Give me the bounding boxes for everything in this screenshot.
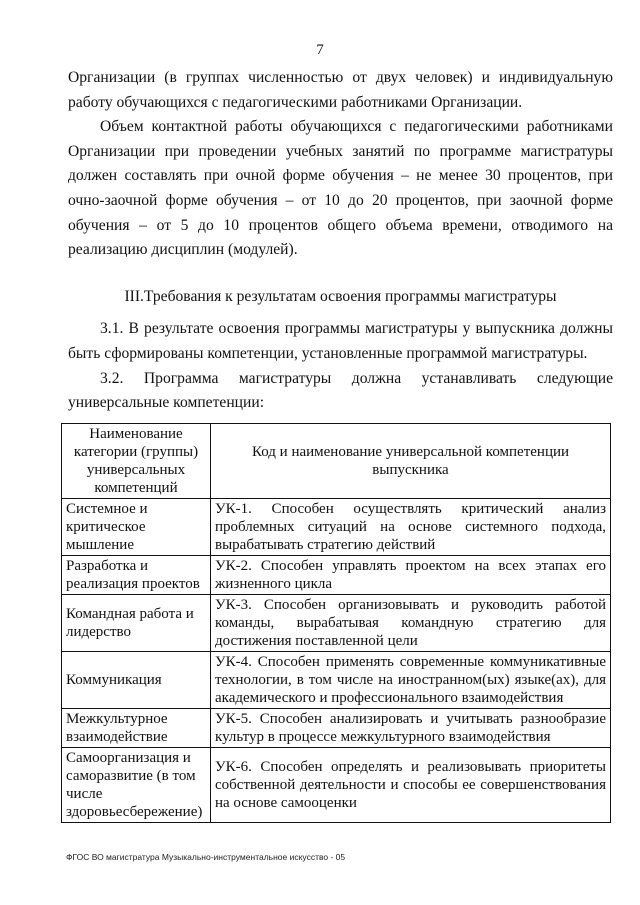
column-header-category: Наименование категории (группы) универсальных компетенций [62, 424, 211, 499]
category-cell: Командная работа и лидерство [62, 595, 211, 652]
clause: 3.1. В результате освоения программы магистратуры у выпускника должны быть сформированы компетенции, установленные программой магистратуры. [68, 320, 613, 362]
table-row [62, 652, 611, 709]
category-cell: Системное и критическое мышление [62, 499, 211, 556]
category-cell: Межкультурное взаимодействие [62, 709, 211, 748]
competence-cell: УК-3. Способен организовывать и руководить работой команды, вырабатывая командную стратегию для достижения поставленной цели [211, 595, 611, 652]
table-row [62, 595, 611, 652]
table-row [62, 499, 611, 556]
section-heading: III.Требования к результатам освоения программы магистратуры [124, 287, 557, 305]
footer-note: ФГОС ВО магистратура Музыкально-инструментальное искусство - 05 [66, 852, 346, 862]
clause: 3.2. Программа магистратуры должна устанавливать следующие универсальные компетенции: [68, 369, 613, 412]
paragraph: Организации (в группах численностью от двух человек) и индивидуальную работу обучающихся с педагогическими работниками Организации. [68, 69, 613, 111]
paragraph: Объем контактной работы обучающихся с педагогическими работниками Организации при проведении учебных занятий по программе магистратуры должен составлять при очной форме обучения – не менее 30 процентов, при очно-заочной форме обучения – от 10 до 20 процентов, при заочной форме обучения – от 5 до 10 процентов общего объема времени, отводимого на реализацию дисциплин (модулей). [68, 118, 613, 259]
table-row [62, 709, 611, 748]
competence-cell: УК-6. Способен определять и реализовывать приоритеты собственной деятельности и способы ее совершенствования на основе самооценки [211, 748, 611, 823]
category-cell: Самоорганизация и саморазвитие (в том числе здоровьесбережение) [62, 748, 211, 823]
column-header-competence: Код и наименование универсальной компетенции выпускника [211, 424, 611, 499]
table-row [62, 748, 611, 823]
page-number: 7 [316, 42, 324, 58]
table-row [62, 556, 611, 595]
body-text [68, 66, 613, 416]
competence-table [61, 423, 611, 823]
category-cell: Коммуникация [62, 652, 211, 709]
competence-cell: УК-2. Способен управлять проектом на всех этапах его жизненного цикла [211, 556, 611, 595]
competence-cell: УК-1. Способен осуществлять критический анализ проблемных ситуаций на основе системного подхода, вырабатывать стратегию действий [211, 499, 611, 556]
table-header-row [62, 424, 611, 499]
competence-cell: УК-4. Способен применять современные коммуникативные технологии, в том числе на иностранном(ых) языке(ах), для академического и профессионального взаимодействия [211, 652, 611, 709]
competence-cell: УК-5. Способен анализировать и учитывать разнообразие культур в процессе межкультурного взаимодействия [211, 709, 611, 748]
category-cell: Разработка и реализация проектов [62, 556, 211, 595]
